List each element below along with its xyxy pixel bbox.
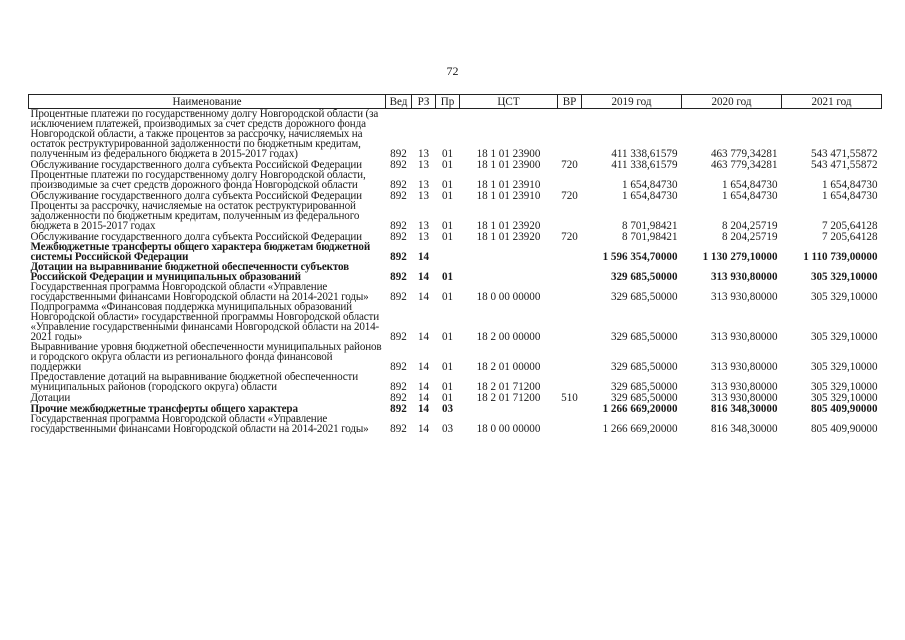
row-pr: 01: [441, 381, 454, 392]
row-rz: 13: [417, 148, 430, 159]
row-vr: [558, 372, 582, 392]
row-ved: 892: [390, 403, 407, 414]
row-name: Прочие межбюджетные трансферты общего характера: [30, 403, 298, 414]
row-value-2020: 816 348,30000: [710, 403, 778, 414]
header-name: Наименование: [29, 95, 386, 109]
row-name: Процентные платежи по государственному долгу Новгородской области (за исключением платежей, производимых за счет средств дорожного фонда Новгородской области, а также процентов за рассрочку, начисляемых на остаток реструктурированной задолженности по бюджетным кредитам, полученным из федерального бюджета в 2015-2017 годах): [30, 108, 379, 159]
row-value-2021: 305 329,10000: [810, 381, 878, 392]
row-value-2019: 329 685,50000: [610, 291, 678, 302]
row-ved: 892: [390, 220, 407, 231]
row-value-2019: 329 685,50000: [610, 381, 678, 392]
row-name: Обслуживание государственного долга субъекта Российской Федерации: [30, 190, 362, 201]
row-rz: 13: [417, 231, 430, 242]
table-row: [29, 372, 882, 392]
row-cst: 18 1 01 23900: [476, 148, 541, 159]
header-vr: ВР: [558, 95, 582, 109]
row-value-2020: 313 930,80000: [710, 331, 778, 342]
row-name: Обслуживание государственного долга субъекта Российской Федерации: [30, 231, 362, 242]
row-ved: 892: [390, 331, 407, 342]
row-ved: 892: [390, 179, 407, 190]
row-pr: 01: [441, 271, 454, 282]
row-name: Обслуживание государственного долга субъекта Российской Федерации: [30, 159, 362, 170]
table-row: [29, 414, 882, 434]
row-ved: 892: [390, 159, 407, 170]
row-value-2020: 1 130 279,10000: [702, 251, 778, 262]
row-rz: 14: [417, 251, 430, 262]
table-body: [29, 109, 882, 435]
row-pr: 03: [441, 423, 454, 434]
row-vr: 720: [561, 231, 578, 242]
row-value-2021: 305 329,10000: [810, 331, 878, 342]
row-value-2019: 8 701,98421: [622, 231, 678, 242]
row-value-2019: 1 266 669,20000: [602, 403, 678, 414]
row-cst: 18 1 01 23900: [476, 159, 541, 170]
row-value-2021: 305 329,10000: [810, 392, 878, 403]
row-value-2019: 1 654,84730: [622, 179, 678, 190]
row-ved: 892: [390, 423, 407, 434]
row-pr: 01: [441, 179, 454, 190]
row-name: Проценты за рассрочку, начисляемые на остаток реструктурированной задолженности по бюджетным кредитам, полученным из федерального бюджета в 2015-2017 годах: [30, 201, 360, 231]
row-cst: 18 1 01 23920: [476, 231, 541, 242]
row-value-2021: 805 409,90000: [810, 423, 878, 434]
row-value-2021: 7 205,64128: [822, 231, 878, 242]
row-ved: 892: [390, 148, 407, 159]
row-vr: [558, 282, 582, 302]
row-value-2020: 463 779,34281: [710, 148, 778, 159]
row-ved: 892: [390, 392, 407, 403]
row-name: Предоставление дотаций на выравнивание бюджетной обеспеченности муниципальных районов (городского округа) области: [30, 372, 359, 392]
budget-table: [28, 94, 882, 434]
row-ved: 892: [390, 291, 407, 302]
row-cst: [460, 403, 558, 414]
row-vr: 720: [561, 190, 578, 201]
header-pr: Пр: [436, 95, 460, 109]
row-ved: 892: [390, 231, 407, 242]
row-value-2020: 816 348,30000: [710, 423, 778, 434]
row-ved: 892: [390, 361, 407, 372]
row-vr: [558, 262, 582, 282]
row-ved: 892: [390, 381, 407, 392]
table-row: [29, 403, 882, 414]
row-cst: 18 1 01 23910: [476, 179, 541, 190]
row-value-2020: 463 779,34281: [710, 159, 778, 170]
row-name: Государственная программа Новгородской области «Управление государственными финансами Новгородской области на 2014-2021 годы»: [30, 414, 369, 434]
row-cst: 18 0 00 00000: [476, 423, 541, 434]
table-header-row: [29, 95, 882, 109]
row-cst: 18 0 00 00000: [476, 291, 541, 302]
row-value-2019: 411 338,61579: [611, 159, 678, 170]
row-rz: 14: [417, 403, 430, 414]
header-2021: 2021 год: [782, 95, 882, 109]
header-2019: 2019 год: [582, 95, 682, 109]
table-row: [29, 159, 882, 170]
row-cst: [460, 242, 558, 262]
row-pr: 01: [441, 190, 454, 201]
row-value-2021: 543 471,55872: [810, 148, 878, 159]
row-rz: 13: [417, 220, 430, 231]
row-rz: 13: [417, 179, 430, 190]
row-value-2019: 329 685,50000: [610, 392, 678, 403]
row-rz: 13: [417, 190, 430, 201]
row-name: Дотации на выравнивание бюджетной обеспеченности субъектов Российской Федерации и муниципальных образований: [30, 262, 349, 282]
table-row: [29, 190, 882, 201]
row-name: Выравнивание уровня бюджетной обеспеченности муниципальных районов и городского округа области из регионального фонда финансовой поддержки: [30, 342, 382, 372]
row-pr: 01: [441, 148, 454, 159]
table-row: [29, 201, 882, 231]
header-rz: РЗ: [412, 95, 436, 109]
table-row: [29, 342, 882, 372]
row-ved: 892: [390, 271, 407, 282]
row-pr: 01: [441, 159, 454, 170]
row-vr: 510: [561, 392, 578, 403]
header-cst: ЦСТ: [460, 95, 558, 109]
row-pr: [436, 242, 460, 262]
row-value-2019: 8 701,98421: [622, 220, 678, 231]
row-value-2019: 329 685,50000: [610, 361, 678, 372]
row-vr: [558, 170, 582, 190]
row-vr: [558, 109, 582, 160]
row-value-2020: 1 654,84730: [722, 190, 778, 201]
row-value-2019: 329 685,50000: [610, 271, 678, 282]
row-value-2019: 329 685,50000: [610, 331, 678, 342]
row-name: Межбюджетные трансферты общего характера бюджетам бюджетной системы Российской Федерации: [30, 242, 371, 262]
page-number: 72: [446, 64, 459, 78]
row-cst: 18 2 01 71200: [476, 381, 541, 392]
row-value-2019: 1 266 669,20000: [602, 423, 678, 434]
row-vr: [558, 403, 582, 414]
row-pr: 01: [441, 231, 454, 242]
row-value-2021: 305 329,10000: [810, 361, 878, 372]
header-ved: Вед: [386, 95, 412, 109]
row-value-2021: 305 329,10000: [810, 291, 878, 302]
row-value-2020: 313 930,80000: [710, 392, 778, 403]
row-pr: 01: [441, 220, 454, 231]
row-pr: 01: [441, 331, 454, 342]
table-row: [29, 231, 882, 242]
row-value-2021: 543 471,55872: [810, 159, 878, 170]
row-vr: [558, 201, 582, 231]
row-rz: 14: [417, 423, 430, 434]
row-cst: 18 2 01 71200: [476, 392, 541, 403]
row-value-2021: 805 409,90000: [810, 403, 878, 414]
row-ved: 892: [390, 190, 407, 201]
row-value-2021: 1 110 739,00000: [803, 251, 878, 262]
row-name: Государственная программа Новгородской области «Управление государственными финансами Новгородской области на 2014-2021 годы»: [30, 282, 369, 302]
row-vr: 720: [561, 159, 578, 170]
row-rz: 14: [417, 291, 430, 302]
table-row: [29, 302, 882, 342]
table-row: [29, 109, 882, 160]
table-row: [29, 170, 882, 190]
row-ved: 892: [390, 251, 407, 262]
row-rz: 14: [417, 392, 430, 403]
table-row: [29, 242, 882, 262]
row-cst: 18 2 00 00000: [476, 331, 541, 342]
row-pr: 01: [441, 291, 454, 302]
header-2020: 2020 год: [682, 95, 782, 109]
row-value-2019: 1 596 354,70000: [602, 251, 678, 262]
row-value-2020: 313 930,80000: [710, 361, 778, 372]
row-rz: 14: [417, 331, 430, 342]
row-rz: 14: [417, 361, 430, 372]
row-vr: [558, 242, 582, 262]
row-value-2021: 1 654,84730: [822, 179, 878, 190]
row-value-2020: 313 930,80000: [710, 271, 778, 282]
row-vr: [558, 414, 582, 434]
row-rz: 13: [417, 159, 430, 170]
row-cst: [460, 262, 558, 282]
table-row: [29, 262, 882, 282]
row-cst: 18 1 01 23920: [476, 220, 541, 231]
row-value-2019: 411 338,61579: [611, 148, 678, 159]
row-value-2020: 8 204,25719: [722, 220, 778, 231]
row-cst: 18 1 01 23910: [476, 190, 541, 201]
row-name: Подпрограмма «Финансовая поддержка муниципальных образований Новгородской области» государственной программы Новгородской области «Управление государственными финансами Новгородской области на 2014-2021 годы»: [30, 302, 380, 342]
row-value-2020: 1 654,84730: [722, 179, 778, 190]
row-pr: 03: [441, 403, 454, 414]
row-name: Процентные платежи по государственному долгу Новгородской области, производимые за счет средств дорожного фонда Новгородской области: [30, 170, 366, 190]
table-row: [29, 392, 882, 403]
row-cst: 18 2 01 00000: [476, 361, 541, 372]
row-value-2020: 313 930,80000: [710, 381, 778, 392]
row-value-2020: 8 204,25719: [722, 231, 778, 242]
row-vr: [558, 342, 582, 372]
row-rz: 14: [417, 381, 430, 392]
row-pr: 01: [441, 361, 454, 372]
row-value-2021: 305 329,10000: [810, 271, 878, 282]
row-value-2021: 1 654,84730: [822, 190, 878, 201]
row-pr: 01: [441, 392, 454, 403]
row-vr: [558, 302, 582, 342]
row-rz: 14: [417, 271, 430, 282]
row-name: Дотации: [30, 392, 71, 403]
row-value-2019: 1 654,84730: [622, 190, 678, 201]
table-row: [29, 282, 882, 302]
row-value-2020: 313 930,80000: [710, 291, 778, 302]
row-value-2021: 7 205,64128: [822, 220, 878, 231]
